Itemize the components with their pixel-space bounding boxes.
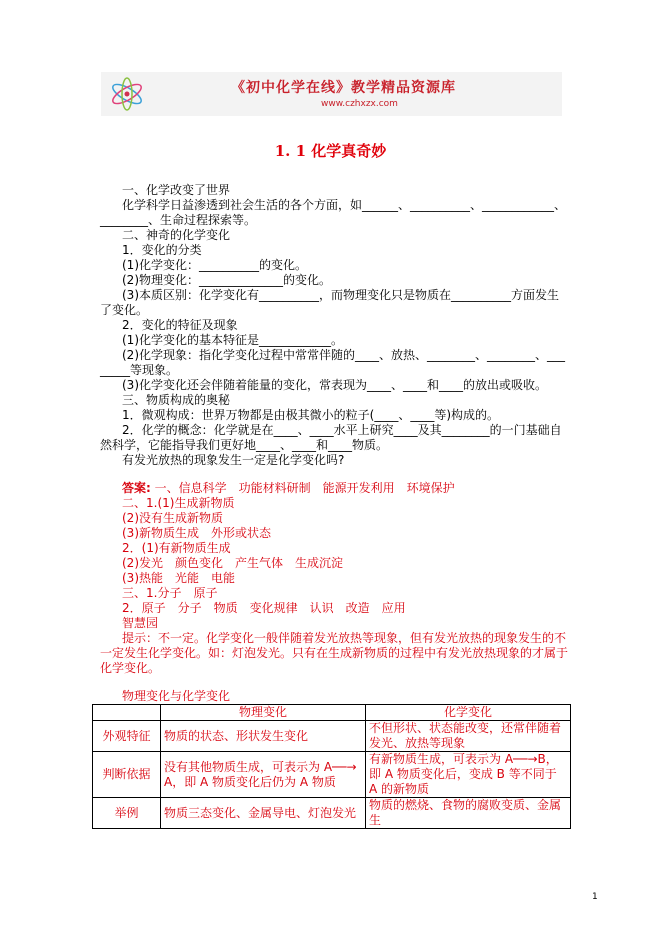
table-header-cell	[93, 705, 161, 721]
answer-line: (3)热能 光能 电能	[122, 571, 235, 585]
page-title: 1. 1 化学真奇妙	[274, 142, 387, 160]
question-line: (1)化学变化：__________的变化。	[122, 258, 307, 272]
question-line: 化学科学日益渗透到社会生活的各个方面，如______、__________、____________、________、生命过程探索等。	[100, 198, 567, 227]
question-line: 三、物质构成的奥秘	[122, 393, 231, 407]
table-row	[93, 752, 571, 798]
table-header-row	[93, 705, 571, 721]
spacer	[100, 676, 570, 689]
question-line: 一、化学改变了世界	[122, 183, 231, 197]
section-heading: 智慧园	[122, 616, 159, 630]
document-body	[100, 183, 570, 829]
table-cell: 有新物质生成，可表示为 A──→B，即 A 物质变化后，变成 B 等不同于 A 的新物质	[366, 752, 571, 798]
answer-line: 2．原子 分子 物质 变化规律 认识 改造 应用	[122, 601, 406, 615]
hint-paragraph: 提示：不一定。化学变化一般伴随着发光放热等现象，但有发光放热的现象发生的不一定发生化学变化。如：灯泡发光。只有在生成新物质的过程中有发光放热现象的才属于化学变化。	[100, 631, 569, 675]
table-cell: 物质三态变化、金属导电、灯泡发光	[161, 798, 366, 829]
question-line: (3)本质区别：化学变化有__________，而物理变化只是物质在__________方面发生了变化。	[100, 288, 560, 317]
table-cell: 没有其他物质生成，可表示为 A──→A，即 A 物质变化后仍为 A 物质	[161, 752, 366, 798]
answer-line: 三、1.分子 原子	[122, 586, 218, 600]
table-cell: 物质的状态、形状发生变化	[161, 721, 366, 752]
question-line: 1．微观构成：世界万物都是由极其微小的粒子(____、____等)构成的。	[122, 408, 500, 422]
answer-text: 一、信息科学 功能材料研制 能源开发利用 环境保护	[150, 481, 455, 495]
question-line: (2)物理变化：______________的变化。	[122, 273, 331, 287]
question-line: (3)化学变化还会伴随着能量的变化，常表现为____、____和____的放出或吸收。	[122, 378, 548, 392]
header-banner	[101, 72, 562, 116]
question-line: 2．变化的特征及现象	[122, 318, 238, 332]
table-cell: 物质的燃烧、食物的腐败变质、金属生	[366, 798, 571, 829]
table-cell: 不但形状、状态能改变，还常伴随着发光、放热等现象	[366, 721, 571, 752]
question-line: 2．化学的概念：化学就是在____、____水平上研究____及其________的一门基础自然科学，它能指导我们更好地____、____和____物质。	[100, 423, 562, 452]
spacer	[100, 468, 570, 481]
table-cell: 举例	[93, 798, 161, 829]
table-header-cell: 物理变化	[161, 705, 366, 721]
table-header-cell: 化学变化	[366, 705, 571, 721]
question-line: 二、神奇的化学变化	[122, 228, 231, 242]
comparison-table	[92, 704, 571, 829]
answer-line: (2)发光 颜色变化 产生气体 生成沉淀	[122, 556, 343, 570]
atom-logo-icon	[109, 76, 145, 112]
question-line: (2)化学现象：指化学变化过程中常常伴随的____、放热、________、________、________等现象。	[100, 348, 566, 377]
answer-line: (3)新物质生成 外形或状态	[122, 526, 271, 540]
banner-url: www.czhxzx.com	[321, 99, 398, 109]
table-row	[93, 798, 571, 829]
table-cell: 判断依据	[93, 752, 161, 798]
answers-section	[100, 481, 570, 631]
table-caption: 物理变化与化学变化	[122, 689, 231, 703]
answer-line: 二、1.(1)生成新物质	[122, 496, 235, 510]
question-line: 1．变化的分类	[122, 243, 202, 257]
answer-line: (2)没有生成新物质	[122, 511, 223, 525]
question-line: (1)化学变化的基本特征是____________。	[122, 333, 343, 347]
question-line: 有发光放热的现象发生一定是化学变化吗?	[122, 453, 345, 467]
page-number: 1	[592, 892, 598, 902]
answer-line	[122, 481, 570, 496]
table-cell: 外观特征	[93, 721, 161, 752]
questions-section	[100, 183, 570, 468]
answer-line: 2．(1)有新物质生成	[122, 541, 231, 555]
banner-title: 《初中化学在线》教学精品资源库	[231, 80, 456, 96]
table-row	[93, 721, 571, 752]
answer-label: 答案:	[122, 481, 151, 495]
